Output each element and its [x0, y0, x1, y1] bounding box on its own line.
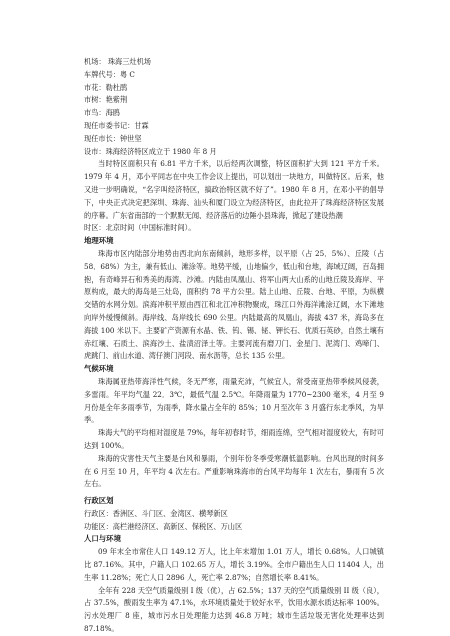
fact-city-flower: 市花：勒杜鹃 [84, 82, 128, 92]
section-heading-climate: 气候环境 [84, 364, 114, 374]
climate-paragraph-3: 珠海的灾害性天气主要是台风和暴雨，个别年份冬季受寒潮低温影响。台风出现的时间多在 6 月至 10 月，年平均 4 次左右。严重影响珠海市的台风平均每年 1 次左右，暴雨有 5 次左右。 [84, 453, 384, 489]
geo-paragraph: 珠海市区内陆部分地势由西北向东南倾斜，地形多样，以平原（占 25．5%）、丘陵（占 58．68%）为主，兼有低山、滩涂等。地势平缓，山地偏少，低山和台地，海域辽阔，百岛拥抱，有奇峰异石和秀美的海湾、沙滩。内陆由凤凰山、将军山两大山系的山地丘陵及海岸、平原构成，最大的海岛是三灶岛，面积约 78 平方公里。陆上山地、丘陵、台地、平原，为纵横交错的水网分划。滨海冲积平原由西江和北江冲积物聚成，珠江口外海洋滩涂辽阔，水下滩地向岸外缓慢倾斜。海岸线、岛岸线长 690 公里。内陆最高的凤凰山，海拔 437 米，海岛多在海拔 100 米以下。主要矿产资源有水晶、铁、钨、锡、铋、钾长石、优质石英砂，自然土壤有赤红壤、石质土、滨海沙土、盐渍沼泽土等。主要河流有磨刀门、金星门、泥湾门、鸡啼门、虎跳门、前山水道、湾仔澳门河段、南水沥等，总长 135 公里。 [84, 248, 384, 361]
fact-city-tree: 市树：艳紫荆 [84, 95, 128, 105]
history-text: 当时特区面积只有 6.81 平方千米，以后经两次调整，特区面积扩大到 121 平方千米。1979 年 4 月，邓小平同志在中央工作会议上提出，可以划出一块地方，叫做特区。后来，他又进一步明确说，“名字叫经济特区，搞政治特区就不好了”。1980 年 8 月，在邓小平的倡导下，中央正式决定把深圳、珠海、汕头和厦门设立为经济特区，由此拉开了珠海经济特区发展的序幕。广东省南部的一个默默无闻、经济落后的边陲小县珠海，掀起了建设热潮 [84, 159, 384, 220]
fact-city-bird: 市鸟：海鸥 [84, 108, 120, 118]
document-body [84, 56, 384, 636]
climate-paragraph-2: 珠海大气的平均相对湿度是 79%，每年初春时节，细雨连绵，空气相对湿度较大，有时可达到 100%。 [84, 428, 384, 450]
fact-airport: 机场： 珠海三灶机场 [84, 57, 151, 66]
fact-timezone: 时区：北京时间（中国标准时间）。 [84, 223, 196, 233]
environment-paragraph: 全年有 228 天空气质量级别 I 级（优），占 62.5%；137 天的空气质量级别 II 级（良），占 37.5%，酸雨发生率为 47.1%，水环境质量处于较好水平，饮用水源水质达标率 100%。污水处理厂 8 座，城市污水日处理能力达到 46.8 万吨；城市生活垃圾无害化处理率达到 87.18%。 [84, 585, 384, 634]
section-heading-population: 人口与环境 [84, 534, 121, 544]
admin-districts: 行政区：香洲区、斗门区、金湾区、横琴新区 [84, 508, 228, 518]
climate-section [84, 376, 384, 491]
section-heading-geo: 地理环境 [84, 236, 114, 246]
population-section [84, 546, 384, 636]
admin-functional-zones: 功能区：高栏港经济区、高新区、保税区、万山区 [84, 521, 243, 531]
fact-plate-code: 车牌代号：粤 C [84, 69, 135, 79]
fact-established: 设市：珠海经济特区成立于 1980 年 8 月 [84, 146, 217, 156]
section-heading-admin: 行政区划 [84, 496, 114, 506]
fact-mayor: 现任市长：钟世坚 [84, 133, 142, 143]
history-paragraph [84, 158, 384, 222]
climate-paragraph-1: 珠海属亚热带海洋性气候，冬无严寒，雨量充沛，气候宜人，常受南亚热带季候风侵袭，多雷雨。年平均气温 22．3℃，最低气温 2.5℃。年降雨量为 1770~2300 毫米，4 月至 9 月份是全年多雨季节，为雨季，降水量占全年的 85%；10 月至次年 3 月盛行东北季风，为旱季。 [84, 376, 384, 425]
geo-section [84, 248, 384, 363]
fact-party-secretary: 现任市委书记：甘霖 [84, 120, 149, 130]
population-paragraph: 09 年末全市常住人口 149.12 万人，比上年末增加 1.01 万人，增长 0.68%。人口城镇比 87.16%。其中，户籍人口 102.65 万人，增长 3.19%。全市户籍出生人口 11404 人，出生率 11.28%；死亡人口 2896 人，死亡率 2.87%；自然增长率 8.41%。 [84, 547, 384, 582]
